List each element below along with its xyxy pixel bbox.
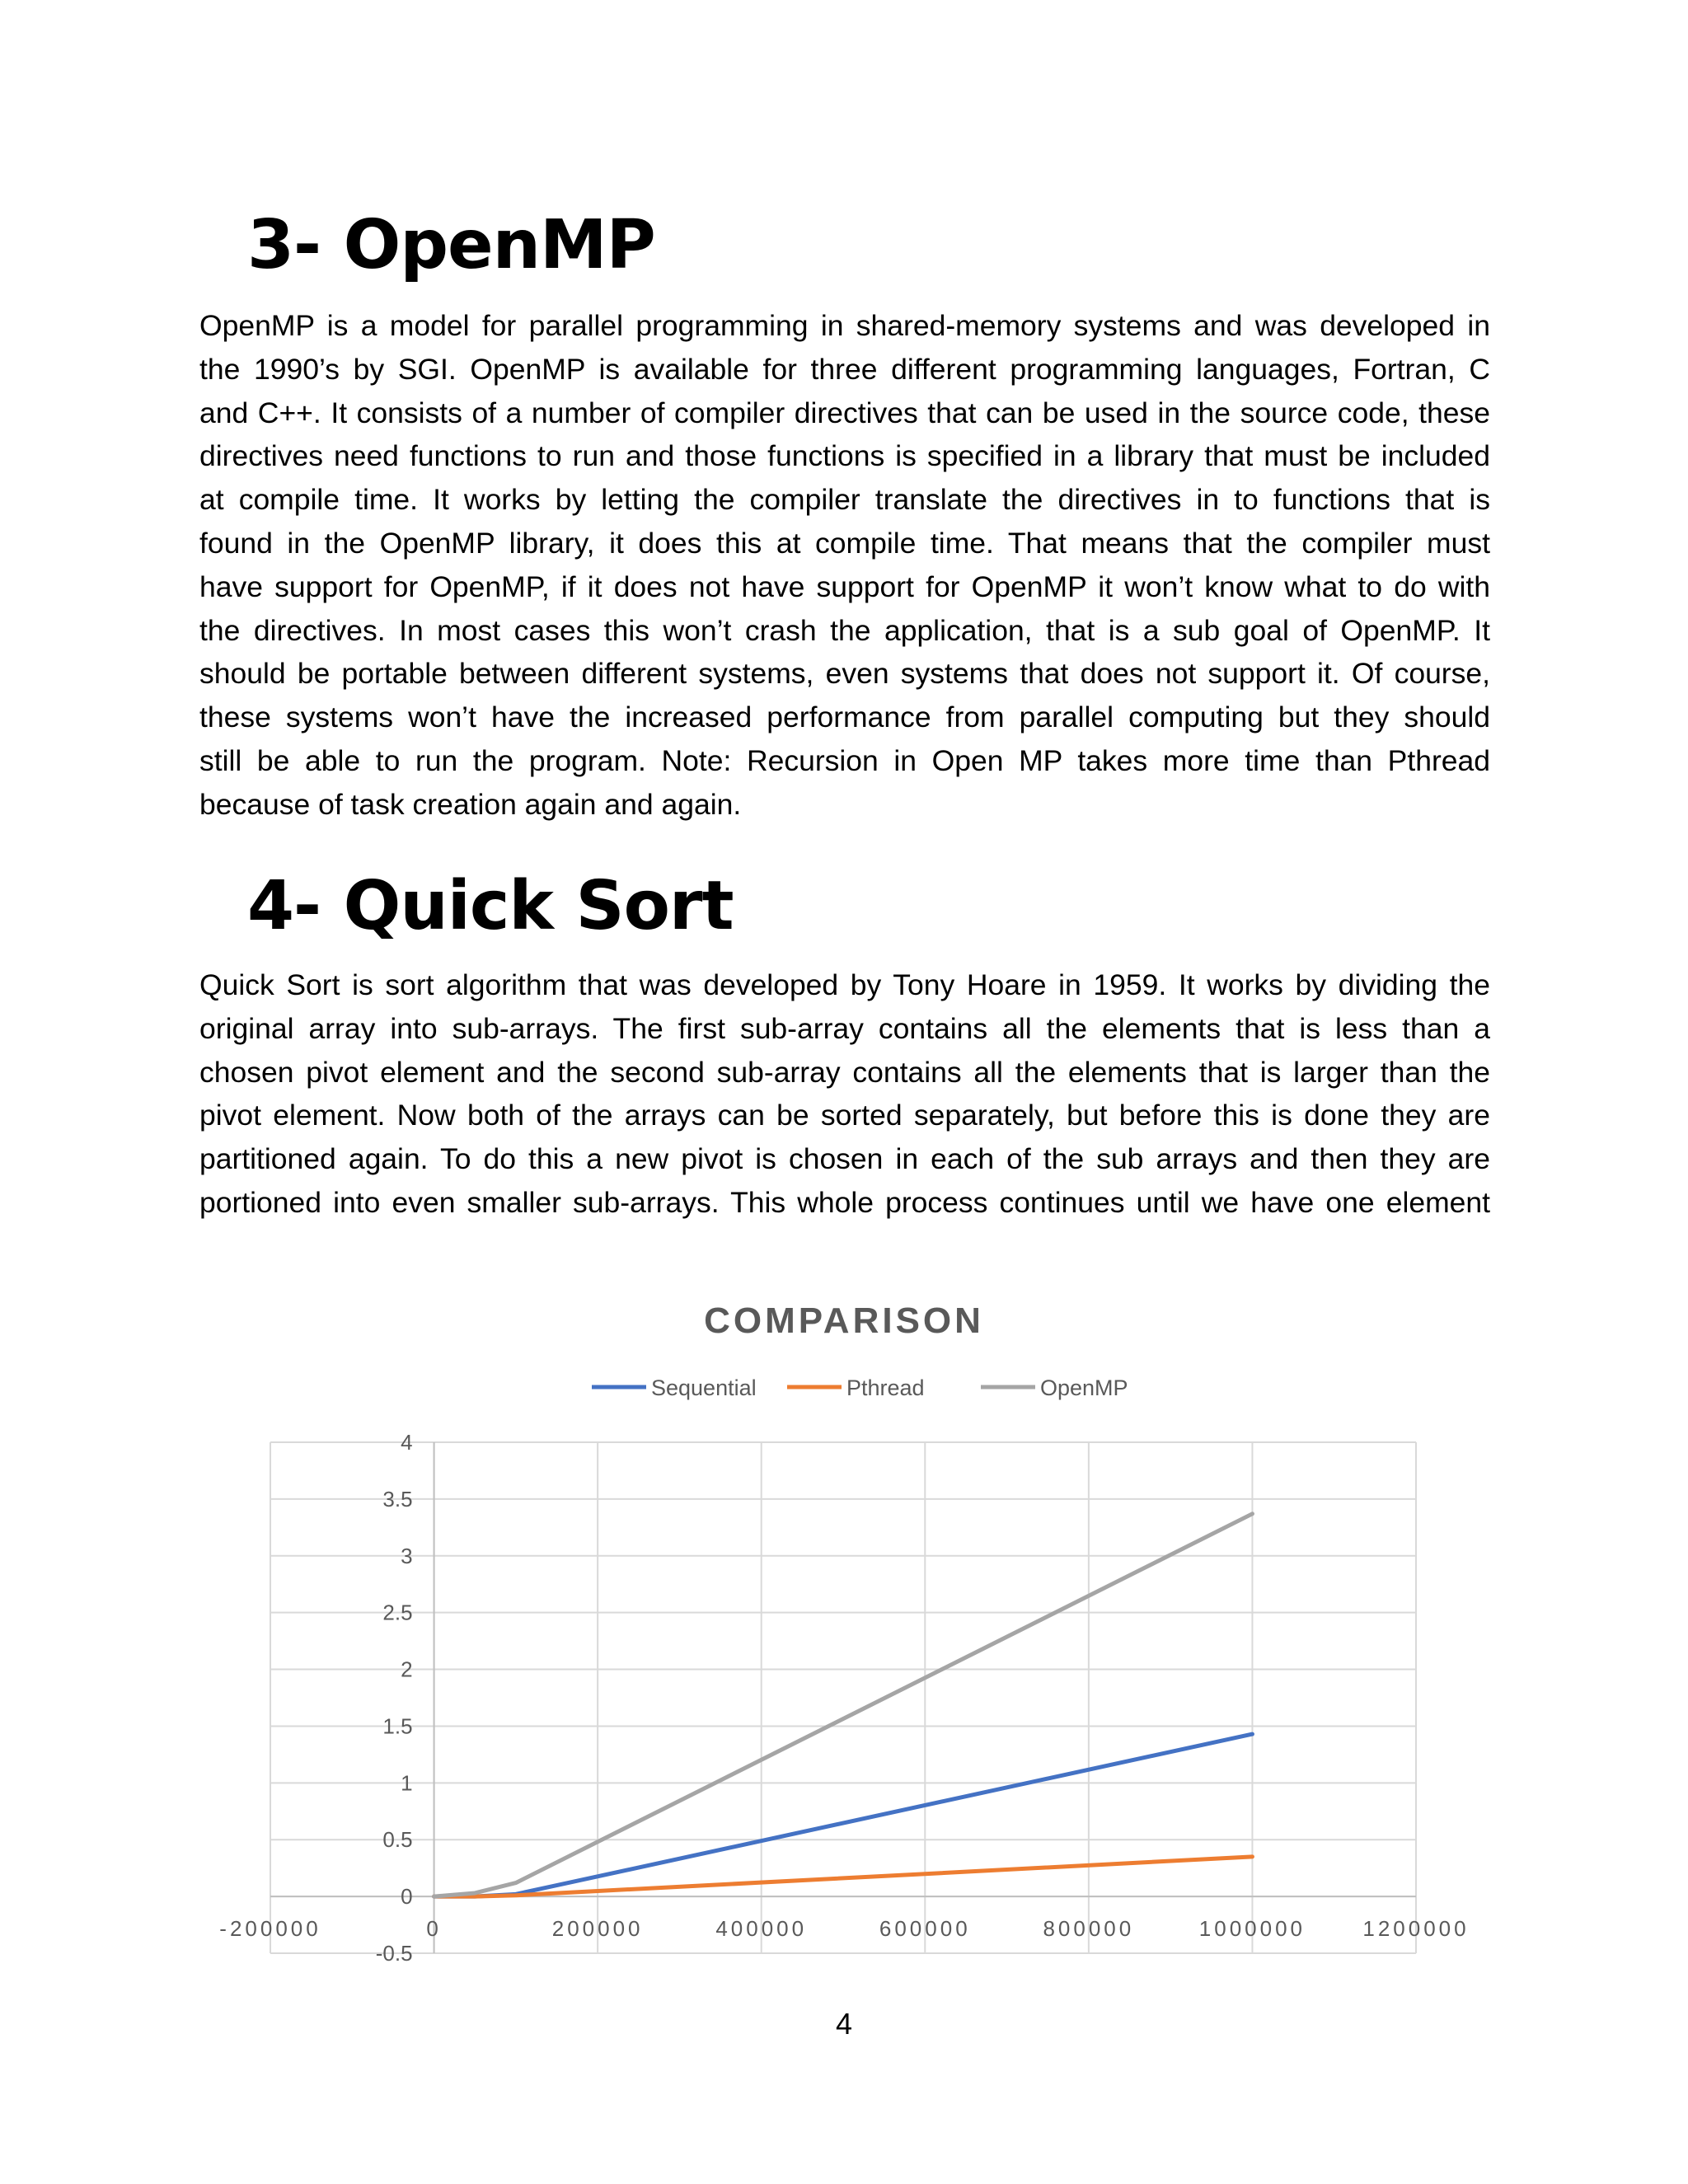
paragraph-line: portioned into even smaller sub-arrays. This whole process continues until we have one element	[199, 1185, 1490, 1219]
y-tick-label: 4	[401, 1430, 413, 1455]
paragraph-line: Quick Sort is sort algorithm that was developed by Tony Hoare in 1959. It works by dividing the	[199, 968, 1490, 1001]
paragraph-line: found in the OpenMP library, it does this at compile time. That means that the compiler must	[199, 526, 1490, 560]
page-number: 4	[835, 2007, 853, 2041]
paragraph-line: chosen pivot element and the second sub-array contains all the elements that is larger than the	[199, 1055, 1490, 1089]
paragraph-line: these systems won’t have the increased performance from parallel computing but they should	[199, 701, 1490, 734]
paragraph-line: at compile time. It works by letting the compiler translate the directives in to functions that is	[199, 483, 1490, 517]
paragraph-line: have support for OpenMP, if it does not have support for OpenMP it won’t know what to do with	[199, 569, 1490, 603]
paragraph-line: because of task creation again and again.	[199, 787, 742, 821]
x-tick-label: -200000	[219, 1916, 321, 1942]
comparison-chart	[0, 1269, 1688, 1986]
chart-title: COMPARISON	[704, 1301, 984, 1341]
x-tick-label: 200000	[551, 1916, 644, 1942]
paragraph-line: and C++. It consists of a number of compiler directives that can be used in the source code, these	[199, 396, 1490, 429]
paragraph-line: OpenMP is a model for parallel programming in shared-memory systems and was developed in	[199, 309, 1490, 342]
y-tick-label: 2	[401, 1657, 413, 1682]
paragraph-line: the 1990’s by SGI. OpenMP is available for three different programming languages, Fortran, C	[199, 352, 1490, 386]
x-tick-label: 0	[426, 1916, 442, 1942]
legend-label: OpenMP	[1040, 1376, 1128, 1400]
paragraph-line: pivot element. Now both of the arrays can be sorted separately, but before this is done they are	[199, 1099, 1490, 1132]
chart-svg	[0, 1269, 1688, 1986]
x-tick-label: 1200000	[1362, 1916, 1470, 1942]
section-heading-openmp: 3- OpenMP	[247, 206, 655, 284]
x-tick-label: 400000	[715, 1916, 808, 1942]
legend-label: Pthread	[846, 1376, 925, 1400]
paragraph-line: original array into sub-arrays. The first sub-array contains all the elements that is less than a	[199, 1011, 1490, 1045]
legend-label: Sequential	[651, 1376, 757, 1400]
y-tick-label: -0.5	[375, 1941, 413, 1966]
paragraph-line: directives need functions to run and those functions is specified in a library that must be included	[199, 439, 1490, 473]
y-tick-label: 2.5	[382, 1600, 413, 1625]
x-tick-label: 800000	[1043, 1916, 1135, 1942]
y-tick-label: 0.5	[382, 1827, 413, 1853]
paragraph-line: should be portable between different systems, even systems that does not support it. Of course,	[199, 657, 1490, 691]
section-heading-quick-sort: 4- Quick Sort	[247, 867, 734, 945]
paragraph-line: still be able to run the program. Note: Recursion in Open MP takes more time than Pthread	[199, 743, 1490, 777]
y-tick-label: 1.5	[382, 1713, 413, 1739]
x-tick-label: 1000000	[1198, 1916, 1306, 1942]
paragraph-line: partitioned again. To do this a new pivot is chosen in each of the sub arrays and then they are	[199, 1142, 1490, 1176]
y-tick-label: 1	[401, 1770, 413, 1796]
x-tick-label: 600000	[879, 1916, 971, 1942]
section-paragraph-openmp	[199, 304, 1490, 827]
series-line-sequential	[434, 1734, 1253, 1896]
y-tick-label: 3.5	[382, 1486, 413, 1511]
y-tick-label: 3	[401, 1543, 413, 1568]
y-tick-label: 0	[401, 1884, 413, 1910]
section-paragraph-quick-sort	[199, 963, 1490, 1225]
paragraph-line: the directives. In most cases this won’t crash the application, that is a sub goal of OpenMP. It	[199, 613, 1490, 647]
